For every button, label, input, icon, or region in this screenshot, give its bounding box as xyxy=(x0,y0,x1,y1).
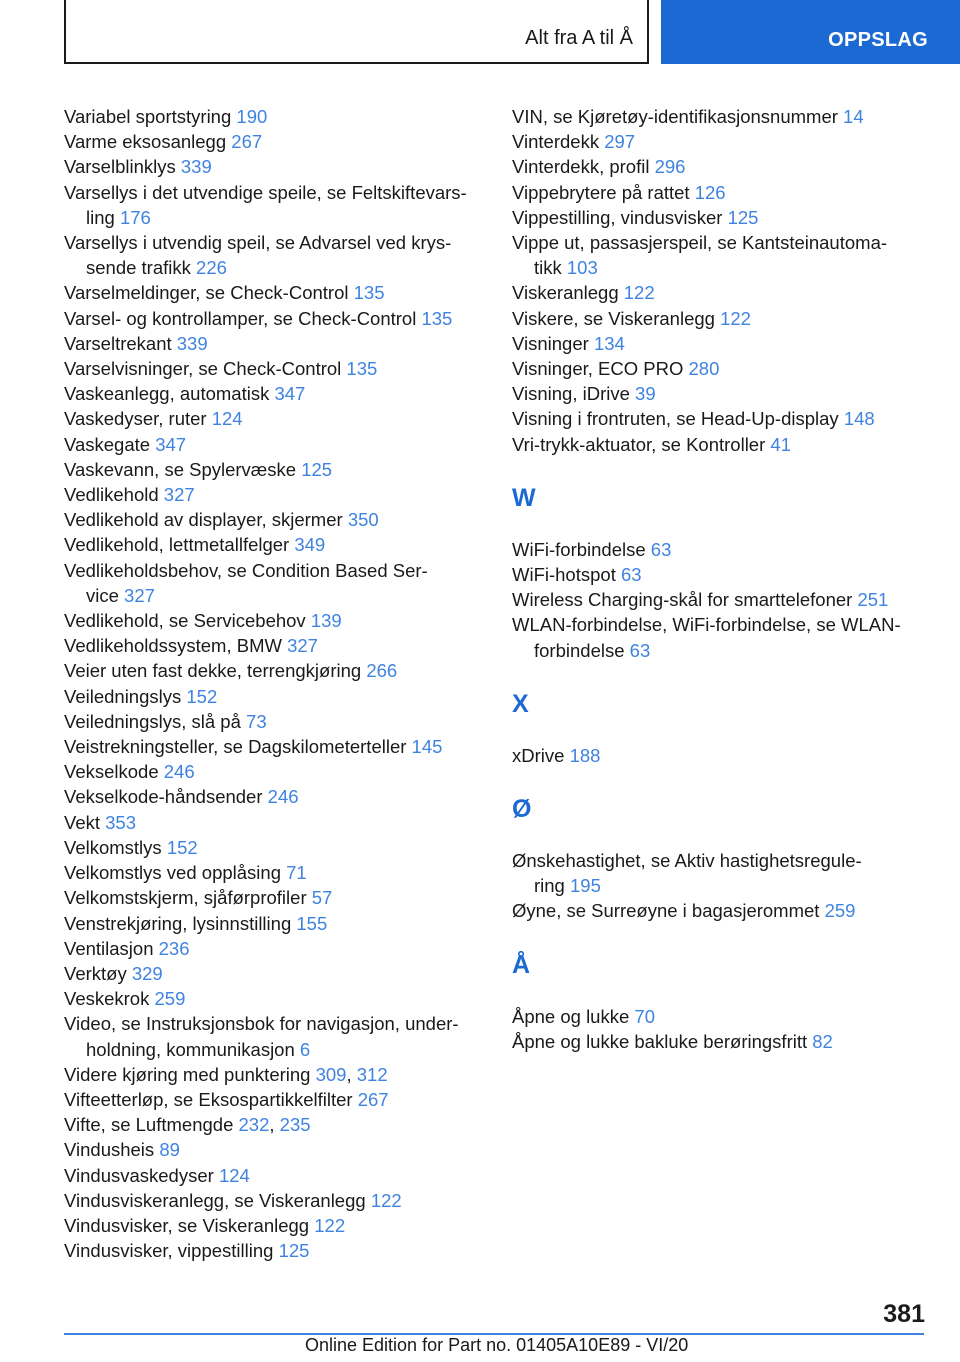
index-entry-label: Viskeranlegg xyxy=(512,282,619,304)
index-entry-label: Vedlikehold av displayer, skjermer xyxy=(64,509,343,531)
index-entry-label: Velkomstlys ved opplåsing xyxy=(64,862,281,884)
index-entry xyxy=(512,104,930,129)
index-entry-label: Veskekrok xyxy=(64,988,150,1010)
index-entry xyxy=(512,180,930,205)
index-entry-label: Vindusvaskedyser xyxy=(64,1164,214,1186)
index-entry-text xyxy=(64,660,397,681)
index-entry xyxy=(512,587,930,612)
page-reference-link[interactable]: 327 xyxy=(287,635,318,657)
index-letter-heading: X xyxy=(512,689,529,718)
index-entry-label: WiFi-hotspot xyxy=(512,564,616,586)
index-entry-text: WLAN-forbindelse, WiFi-forbindelse, se WLAN- xyxy=(512,614,901,636)
index-entry-label: Visninger xyxy=(512,332,589,354)
page-reference-link[interactable]: 267 xyxy=(231,131,263,153)
index-entry-text xyxy=(523,873,930,898)
index-entry-text xyxy=(512,358,719,379)
page-reference-link[interactable]: 297 xyxy=(604,131,636,153)
page-reference-link[interactable]: 6 xyxy=(299,1038,311,1060)
index-entry-text xyxy=(512,1006,655,1027)
page-reference-link[interactable]: 89 xyxy=(159,1139,180,1161)
index-entry xyxy=(64,104,482,129)
index-entry-text xyxy=(64,913,327,934)
page-reference-link[interactable]: 70 xyxy=(634,1005,655,1027)
page-reference-link[interactable]: 152 xyxy=(186,685,218,707)
index-entry-text xyxy=(64,1215,345,1236)
index-entry-label: Ventilasjon xyxy=(64,937,154,959)
index-entry-text xyxy=(64,434,186,455)
index-entry-label: Veiledningslys, slå på xyxy=(64,710,241,732)
page-reference-link[interactable]: 266 xyxy=(366,660,398,682)
page-reference-link[interactable]: 280 xyxy=(688,358,720,380)
index-entry xyxy=(64,1112,482,1137)
index-entry-text xyxy=(512,408,875,429)
index-entry-text xyxy=(523,255,930,280)
page-reference-link[interactable]: 41 xyxy=(770,433,791,455)
index-column-right xyxy=(512,104,930,1054)
index-entry-text: Video, se Instruksjonsbok for navigasjon, under- xyxy=(64,1013,459,1035)
page-reference-link[interactable]: 339 xyxy=(176,332,208,354)
index-entry xyxy=(512,154,930,179)
index-entry-label: Vindusheis xyxy=(64,1139,155,1161)
index-entry-label: Varsel- og kontrollamper, se Check-Control xyxy=(64,307,417,329)
page-reference-link[interactable]: 327 xyxy=(163,484,195,506)
page-reference-link[interactable]: 124 xyxy=(218,1164,250,1186)
page-reference-link[interactable]: 145 xyxy=(411,736,443,758)
index-entry-label: Vindusvisker, se Viskeranlegg xyxy=(64,1214,310,1236)
page-reference-link[interactable]: 259 xyxy=(154,988,186,1010)
index-entry-text xyxy=(64,106,267,127)
index-column-left xyxy=(64,104,482,1263)
page-reference-link[interactable]: 82 xyxy=(812,1030,833,1052)
index-entry-text xyxy=(512,106,864,127)
page-reference-link[interactable]: 122 xyxy=(623,282,655,304)
page-reference-link[interactable]: 39 xyxy=(635,383,656,405)
page-reference-link[interactable]: 246 xyxy=(163,761,195,783)
index-entry-label: Vri-trykk-aktuator, se Kontroller xyxy=(512,433,766,455)
index-entry-label: Venstrekjøring, lysinnstilling xyxy=(64,912,292,934)
page-reference-link[interactable]: 188 xyxy=(569,744,601,766)
index-entry xyxy=(64,860,482,885)
index-entry-text xyxy=(64,887,332,908)
index-letter-heading: W xyxy=(512,483,536,512)
page-reference-link[interactable]: 122 xyxy=(720,307,751,329)
index-entry xyxy=(512,381,930,406)
index-entry-label: xDrive xyxy=(512,744,565,766)
index-entry xyxy=(64,1011,482,1061)
page-reference-link[interactable]: 135 xyxy=(346,358,378,380)
index-entry-text xyxy=(64,711,267,732)
index-entry xyxy=(512,356,930,381)
index-entry-text xyxy=(512,745,600,766)
index-entry-label: Videre kjøring med punktering xyxy=(64,1063,311,1085)
index-entry xyxy=(512,743,930,768)
page-reference-link[interactable]: 126 xyxy=(694,181,726,203)
index-entry-label: Øyne, se Surreøyne i bagasjerommet xyxy=(512,900,820,922)
index-entry-text xyxy=(75,205,482,230)
index-entry xyxy=(64,1238,482,1263)
index-entry-label: Vifte, se Luftmengde xyxy=(64,1114,234,1136)
index-entry-label: Varselblinklys xyxy=(64,156,176,178)
page-reference-link[interactable]: 14 xyxy=(843,106,864,127)
index-entry xyxy=(64,835,482,860)
index-entry-label: vice xyxy=(86,584,119,606)
index-entry-text xyxy=(512,333,625,354)
index-entry-label: Vinterdekk, profil xyxy=(512,156,650,178)
index-entry-text: Vedlikeholdsbehov, se Condition Based Ser- xyxy=(64,559,428,581)
index-entry-label: Vedlikehold xyxy=(64,484,159,506)
index-entry-label: ling xyxy=(86,206,115,228)
index-entry-text xyxy=(64,1165,250,1186)
index-entry-text xyxy=(64,1190,402,1211)
index-entry-text xyxy=(512,383,656,404)
index-entry-text xyxy=(64,156,212,177)
section-title: Alt fra A til Å xyxy=(525,27,633,49)
index-entry-label: VIN, se Kjøretøy-identifikasjonsnummer xyxy=(512,106,838,127)
page-reference-link[interactable]: 327 xyxy=(124,584,155,606)
page-reference-link[interactable]: 155 xyxy=(296,912,328,934)
page-reference-link[interactable]: 63 xyxy=(620,564,642,586)
section-tab-label: OPPSLAG xyxy=(828,29,928,51)
index-entry xyxy=(64,1137,482,1162)
index-entry-label: Variabel sportstyring xyxy=(64,106,232,127)
index-entry xyxy=(64,406,482,431)
index-entry-text xyxy=(64,786,299,807)
index-entry-text xyxy=(64,1240,309,1261)
index-entry-text xyxy=(64,333,208,354)
index-entry-text xyxy=(64,282,385,303)
index-entry-text xyxy=(512,434,791,455)
index-entry-text xyxy=(512,1031,833,1052)
index-entry xyxy=(64,1188,482,1213)
index-entry-text xyxy=(64,988,185,1009)
footer-edition: Online Edition for Part no. 01405A10E89 - VI/20 xyxy=(305,1335,689,1355)
index-entry xyxy=(512,848,930,898)
index-entry-text xyxy=(64,761,195,782)
index-entry-text: Ønskehastighet, se Aktiv hastighetsregule- xyxy=(512,850,862,872)
index-entry xyxy=(512,612,930,662)
index-entry xyxy=(512,406,930,431)
index-entry-label: Velkomstlys xyxy=(64,836,162,858)
index-entry xyxy=(64,532,482,557)
page-reference-link[interactable]: 190 xyxy=(236,106,268,127)
page-reference-link[interactable]: 232 xyxy=(238,1114,270,1136)
index-entry-label: Vedlikeholdssystem, BMW xyxy=(64,635,282,657)
index-entry-text xyxy=(512,564,642,585)
index-entry-label: tikk xyxy=(534,257,562,279)
index-entry-text xyxy=(64,534,325,555)
index-entry xyxy=(512,562,930,587)
index-entry xyxy=(64,1062,482,1087)
index-entry xyxy=(512,280,930,305)
index-entry-label: Vinterdekk xyxy=(512,131,600,153)
page-reference-link[interactable]: 63 xyxy=(629,639,651,661)
index-entry-label: Visning i frontruten, se Head-Up-display xyxy=(512,408,839,430)
index-entry xyxy=(512,205,930,230)
index-entry-label: Varselmeldinger, se Check-Control xyxy=(64,282,349,304)
index-entry-label: Vaskevann, se Spylervæske xyxy=(64,458,297,480)
index-entry-text xyxy=(64,812,136,833)
index-entry xyxy=(64,129,482,154)
header-title-box xyxy=(64,0,649,64)
index-entry xyxy=(512,129,930,154)
page-reference-link[interactable]: 246 xyxy=(267,786,299,808)
index-entry xyxy=(64,759,482,784)
index-entry-label: Vaskegate xyxy=(64,433,151,455)
index-entry-label: WiFi-forbindelse xyxy=(512,538,646,560)
index-entry-label: Åpne og lukke bakluke berøringsfritt xyxy=(512,1030,808,1052)
index-entry-text: Vifte, se Luftmengde 232, 235 xyxy=(64,1114,311,1136)
index-entry xyxy=(512,537,930,562)
index-entry-label: Vedlikehold, se Servicebehov xyxy=(64,610,306,632)
page-reference-link[interactable]: 267 xyxy=(357,1088,389,1110)
index-entry-label: Varselvisninger, se Check-Control xyxy=(64,358,342,380)
index-entry-text xyxy=(512,207,758,228)
index-entry xyxy=(64,280,482,305)
index-entry-text: Videre kjøring med punktering 309, 312 xyxy=(64,1063,388,1085)
index-entry-text xyxy=(64,408,243,429)
index-entry-text xyxy=(64,837,198,858)
index-entry-text xyxy=(64,610,342,631)
page-reference-link[interactable]: 235 xyxy=(279,1114,311,1136)
page-reference-link[interactable]: 195 xyxy=(570,875,601,897)
index-entry-text xyxy=(75,583,482,608)
index-entry-text xyxy=(64,963,163,984)
page-reference-link[interactable]: 135 xyxy=(353,282,385,304)
index-letter-heading: Å xyxy=(512,950,531,979)
page-reference-link[interactable]: 347 xyxy=(155,433,187,455)
index-entry xyxy=(64,482,482,507)
page-reference-link[interactable]: 73 xyxy=(246,710,267,732)
index-entry-text xyxy=(64,862,307,883)
page-reference-link[interactable]: 134 xyxy=(593,332,625,354)
index-entry-label: Vekselkode-håndsender xyxy=(64,786,263,808)
page-reference-link[interactable]: 236 xyxy=(158,937,190,959)
index-entry-label: Veistrekningsteller, se Dagskilometerteller xyxy=(64,736,407,758)
page-reference-link[interactable]: 125 xyxy=(301,458,333,480)
index-entry-label: sende trafikk xyxy=(86,257,191,279)
index-entry-text: Varsellys i det utvendige speile, se Feltskiftevars- xyxy=(64,181,467,203)
page-reference-link[interactable]: 135 xyxy=(421,307,453,329)
page-reference-link[interactable]: 329 xyxy=(131,962,163,984)
index-entry-text xyxy=(523,638,930,663)
index-entry xyxy=(64,911,482,936)
index-entry-text xyxy=(64,686,217,707)
index-entry xyxy=(64,961,482,986)
index-entry xyxy=(64,633,482,658)
index-entry xyxy=(64,810,482,835)
index-entry xyxy=(64,1087,482,1112)
page-reference-link[interactable]: 125 xyxy=(278,1240,310,1262)
index-entry xyxy=(64,734,482,759)
index-entry-label: Veier uten fast dekke, terrengkjøring xyxy=(64,660,362,682)
index-entry-text xyxy=(64,1089,389,1110)
index-entry xyxy=(64,936,482,961)
index-entry xyxy=(64,1213,482,1238)
index-entry xyxy=(64,432,482,457)
index-entry xyxy=(64,784,482,809)
index-entry xyxy=(64,381,482,406)
index-entry xyxy=(64,608,482,633)
index-entry xyxy=(512,1029,930,1054)
index-entry xyxy=(512,898,930,923)
section-tab[interactable] xyxy=(661,0,960,64)
index-entry-label: Velkomstskjerm, sjåførprofiler xyxy=(64,887,307,909)
page-reference-link[interactable]: 347 xyxy=(274,383,306,405)
index-entry-label: Åpne og lukke xyxy=(512,1005,630,1027)
index-entry-label: Visninger, ECO PRO xyxy=(512,358,684,380)
page-reference-link[interactable]: 122 xyxy=(314,1214,346,1236)
index-entry-label: Verktøy xyxy=(64,962,127,984)
page-reference-link[interactable]: 350 xyxy=(347,509,379,531)
index-entry xyxy=(64,356,482,381)
index-entry xyxy=(64,306,482,331)
index-entry xyxy=(64,684,482,709)
index-letter-heading: Ø xyxy=(512,795,532,824)
index-entry-text xyxy=(64,509,379,530)
index-entry-label: forbindelse xyxy=(534,639,625,661)
index-entry xyxy=(64,558,482,608)
index-entry-text xyxy=(64,308,452,329)
index-entry xyxy=(64,154,482,179)
index-entry xyxy=(64,986,482,1011)
index-entry-label: Vaskedyser, ruter xyxy=(64,408,207,430)
page-reference-link[interactable]: 259 xyxy=(824,900,856,922)
index-entry-label: Vindusviskeranlegg, se Viskeranlegg xyxy=(64,1189,366,1211)
index-entry xyxy=(512,1004,930,1029)
index-entry-label: Vaskeanlegg, automatisk xyxy=(64,383,270,405)
page-reference-link[interactable]: 339 xyxy=(180,156,212,178)
index-entry-text xyxy=(64,459,332,480)
page-reference-link[interactable]: 152 xyxy=(166,836,198,858)
index-entry xyxy=(64,885,482,910)
index-entry xyxy=(64,331,482,356)
page-reference-link[interactable]: 251 xyxy=(857,589,889,611)
index-entry-label: Viskere, se Viskeranlegg xyxy=(512,307,715,329)
index-entry-text xyxy=(64,1139,180,1160)
page-reference-link[interactable]: 296 xyxy=(654,156,686,178)
index-entry-label: Veiledningslys xyxy=(64,685,182,707)
page-reference-link[interactable]: 349 xyxy=(294,534,326,556)
index-entry xyxy=(64,457,482,482)
index-entry-label: Vekt xyxy=(64,811,100,833)
index-entry xyxy=(512,306,930,331)
page-reference-link[interactable]: 139 xyxy=(310,610,342,632)
page-reference-link[interactable]: 176 xyxy=(119,206,151,228)
index-entry-label: Vippestilling, vindusvisker xyxy=(512,206,723,228)
page-reference-link[interactable]: 148 xyxy=(843,408,875,430)
index-entry-text xyxy=(512,589,888,610)
index-entry-text xyxy=(512,282,655,303)
page-reference-link[interactable]: 353 xyxy=(105,811,137,833)
index-entry-text xyxy=(64,736,442,757)
index-entry-text: Varsellys i utvendig speil, se Advarsel ved krys- xyxy=(64,232,452,254)
index-entry-text xyxy=(64,131,262,152)
page-reference-link[interactable]: 312 xyxy=(356,1063,388,1085)
index-entry-text xyxy=(512,308,751,329)
index-entry-text xyxy=(512,131,635,152)
index-entry xyxy=(64,507,482,532)
index-entry-text xyxy=(512,900,855,921)
index-entry xyxy=(512,331,930,356)
index-entry-label: Vifteetterløp, se Eksospartikkelfilter xyxy=(64,1088,353,1110)
index-entry-text xyxy=(512,156,685,177)
page-reference-link[interactable]: 63 xyxy=(650,538,672,560)
index-entry-text xyxy=(64,484,195,505)
index-entry-text xyxy=(64,383,305,404)
index-entry-label: Vedlikehold, lettmetallfelger xyxy=(64,534,290,556)
index-entry-label: Vekselkode xyxy=(64,761,159,783)
page-number: 381 xyxy=(883,1300,925,1328)
index-entry-text xyxy=(75,1037,482,1062)
index-entry xyxy=(64,180,482,230)
index-entry-label: Wireless Charging-skål for smarttelefoner xyxy=(512,589,853,611)
index-entry-text xyxy=(75,255,482,280)
page-reference-link[interactable]: 122 xyxy=(370,1189,402,1211)
index-entry-text xyxy=(64,635,318,656)
index-entry-text xyxy=(512,182,726,203)
index-entry-text: Vippe ut, passasjerspeil, se Kantsteinautoma- xyxy=(512,232,888,254)
index-entry-text xyxy=(512,539,671,560)
page-reference-link[interactable]: 57 xyxy=(311,887,333,909)
index-entry-label: Varseltrekant xyxy=(64,332,172,354)
page-reference-link[interactable]: 125 xyxy=(727,206,759,228)
index-entry xyxy=(512,230,930,280)
page-reference-link[interactable]: 309 xyxy=(315,1063,347,1085)
page-reference-link[interactable]: 226 xyxy=(196,257,227,279)
index-entry xyxy=(64,658,482,683)
page-reference-link[interactable]: 71 xyxy=(286,862,307,884)
index-entry-label: Varme eksosanlegg xyxy=(64,131,227,153)
page-reference-link[interactable]: 103 xyxy=(566,257,598,279)
index-entry xyxy=(64,709,482,734)
index-entry-text xyxy=(64,938,190,959)
page-reference-link[interactable]: 124 xyxy=(211,408,243,430)
index-entry xyxy=(512,432,930,457)
index-entry-label: holdning, kommunikasjon xyxy=(86,1038,295,1060)
index-entry-text xyxy=(64,358,377,379)
index-entry-label: ring xyxy=(534,875,565,897)
index-entry-label: Visning, iDrive xyxy=(512,383,630,405)
index-entry xyxy=(64,1163,482,1188)
index-entry-label: Vippebrytere på rattet xyxy=(512,181,690,203)
index-entry xyxy=(64,230,482,280)
index-entry-label: Vindusvisker, vippestilling xyxy=(64,1240,274,1262)
